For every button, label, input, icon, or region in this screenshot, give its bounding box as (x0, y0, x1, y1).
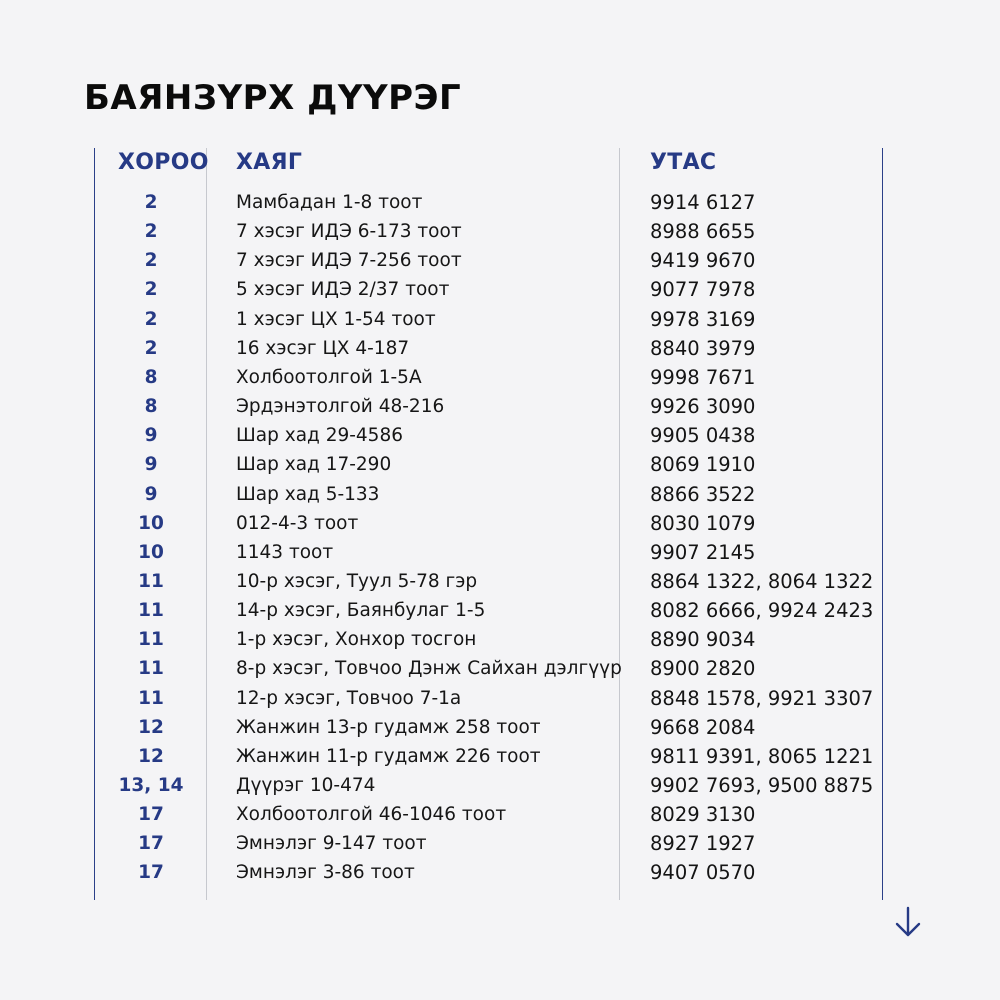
phone-cell: 8866 3522 (650, 482, 756, 506)
khoroo-cell: 17 (138, 833, 164, 855)
phone-cell: 9998 7671 (650, 365, 756, 389)
header-address: ХАЯГ (236, 150, 303, 175)
table-row (0, 654, 1000, 683)
address-cell: Холбоотолгой 46-1046 тоот (236, 804, 507, 826)
phone-cell: 9811 9391, 8065 1221 (650, 744, 874, 768)
phone-cell: 9914 6127 (650, 191, 756, 214)
arrow-down-icon[interactable] (893, 905, 923, 939)
address-cell: 7 хэсэг ИДЭ 7-256 тоот (236, 250, 462, 272)
khoroo-cell: 12 (138, 716, 164, 738)
khoroo-cell: 2 (144, 337, 158, 359)
table-row (0, 509, 1000, 538)
table-row (0, 480, 1000, 509)
khoroo-cell: 11 (138, 600, 164, 622)
phone-cell: 9905 0438 (650, 424, 756, 448)
address-cell: Эмнэлэг 3-86 тоот (236, 862, 415, 884)
phone-cell: 8029 3130 (650, 803, 756, 827)
khoroo-cell: 2 (144, 221, 158, 243)
phone-cell: 8927 1927 (650, 832, 756, 856)
phone-cell: 9907 2145 (650, 540, 756, 564)
khoroo-cell: 17 (138, 804, 164, 826)
khoroo-cell: 8 (144, 396, 158, 418)
phone-cell: 8900 2820 (650, 657, 756, 681)
address-cell: 1 хэсэг ЦХ 1-54 тоот (236, 308, 436, 330)
table-row (0, 596, 1000, 625)
khoroo-cell: 2 (144, 308, 158, 330)
khoroo-cell: 11 (138, 629, 164, 651)
table-row (0, 713, 1000, 742)
address-cell: Жанжин 11-р гудамж 226 тоот (236, 745, 541, 767)
address-cell: Жанжин 13-р гудамж 258 тоот (236, 716, 541, 738)
phone-cell: 8864 1322, 8064 1322 (650, 569, 874, 593)
address-cell: 10-р хэсэг, Туул 5-78 гэр (236, 570, 478, 592)
phone-cell: 9419 9670 (650, 249, 756, 273)
address-cell: Холбоотолгой 1-5А (236, 366, 422, 388)
table-row (0, 217, 1000, 246)
khoroo-cell: 11 (138, 687, 164, 709)
phone-cell: 8890 9034 (650, 628, 756, 652)
phone-cell: 8840 3979 (650, 336, 756, 360)
table-row (0, 800, 1000, 829)
table-row (0, 421, 1000, 450)
table-row (0, 684, 1000, 713)
phone-cell: 9978 3169 (650, 307, 756, 331)
phone-cell: 9902 7693, 9500 8875 (650, 774, 874, 797)
khoroo-cell: 11 (138, 570, 164, 592)
khoroo-cell: 9 (144, 483, 158, 505)
phone-cell: 9926 3090 (650, 395, 756, 419)
table-row (0, 538, 1000, 567)
phone-cell: 8988 6655 (650, 220, 756, 244)
khoroo-cell: 2 (144, 279, 158, 301)
table-row (0, 334, 1000, 363)
address-cell: Дүүрэг 10-474 (236, 775, 376, 796)
phone-cell: 8069 1910 (650, 453, 756, 477)
table-row (0, 305, 1000, 334)
table-row (0, 450, 1000, 479)
table-row (0, 246, 1000, 275)
table-row (0, 858, 1000, 887)
address-cell: 1143 тоот (236, 541, 334, 563)
header-khoroo: ХОРОО (118, 150, 209, 175)
table-row (0, 625, 1000, 654)
page-title: БАЯНЗҮРХ ДҮҮРЭГ (84, 78, 462, 118)
address-cell: 12-р хэсэг, Товчоо 7-1а (236, 687, 462, 709)
address-cell: 7 хэсэг ИДЭ 6-173 тоот (236, 221, 462, 243)
address-cell: Мамбадан 1-8 тоот (236, 192, 423, 213)
khoroo-cell: 17 (138, 862, 164, 884)
address-cell: Шар хад 5-133 (236, 483, 380, 505)
khoroo-cell: 13, 14 (118, 775, 184, 796)
address-cell: Шар хад 29-4586 (236, 425, 403, 447)
khoroo-cell: 8 (144, 366, 158, 388)
khoroo-cell: 10 (138, 512, 164, 534)
khoroo-cell: 2 (144, 250, 158, 272)
phone-cell: 8848 1578, 9921 3307 (650, 686, 874, 710)
address-cell: 16 хэсэг ЦХ 4-187 (236, 337, 410, 359)
khoroo-cell: 11 (138, 658, 164, 680)
table-row (0, 392, 1000, 421)
khoroo-cell: 2 (144, 192, 158, 213)
phone-cell: 9668 2084 (650, 715, 756, 739)
table-row (0, 188, 1000, 217)
address-cell: Эрдэнэтолгой 48-216 (236, 396, 445, 418)
khoroo-cell: 9 (144, 454, 158, 476)
phone-cell: 8082 6666, 9924 2423 (650, 599, 874, 623)
khoroo-cell: 9 (144, 425, 158, 447)
address-cell: 1-р хэсэг, Хонхор тосгон (236, 629, 477, 651)
address-cell: 14-р хэсэг, Баянбулаг 1-5 (236, 600, 486, 622)
address-cell: Эмнэлэг 9-147 тоот (236, 833, 427, 855)
phone-cell: 9407 0570 (650, 861, 756, 885)
table-row (0, 829, 1000, 858)
address-cell: 012-4-3 тоот (236, 512, 359, 534)
address-cell: 5 хэсэг ИДЭ 2/37 тоот (236, 279, 450, 301)
header-phone: УТАС (650, 150, 717, 175)
table-row (0, 567, 1000, 596)
table-row (0, 363, 1000, 392)
table-row (0, 771, 1000, 800)
khoroo-cell: 12 (138, 745, 164, 767)
table-row (0, 275, 1000, 304)
phone-cell: 9077 7978 (650, 278, 756, 302)
khoroo-cell: 10 (138, 541, 164, 563)
phone-cell: 8030 1079 (650, 511, 756, 535)
table-row (0, 742, 1000, 771)
address-cell: 8-р хэсэг, Товчоо Дэнж Сайхан дэлгүүр (236, 658, 622, 680)
address-cell: Шар хад 17-290 (236, 454, 392, 476)
